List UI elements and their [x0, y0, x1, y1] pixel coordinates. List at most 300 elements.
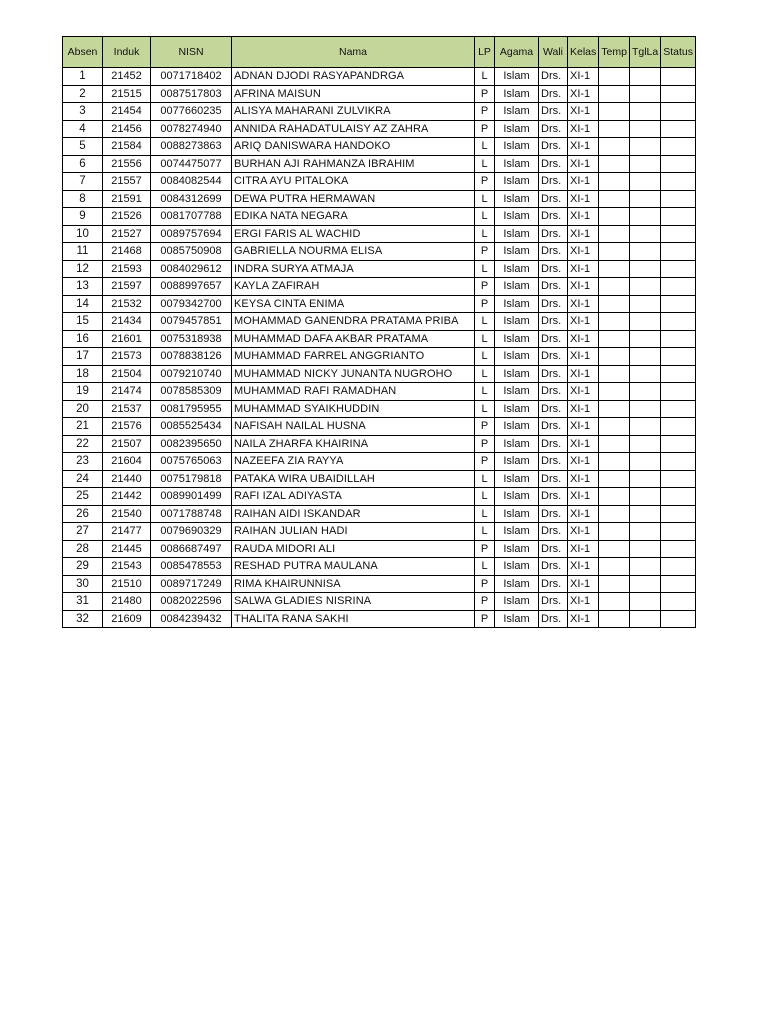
cell-lp[interactable]: P — [475, 173, 495, 191]
cell-temp[interactable] — [599, 383, 630, 401]
cell-status[interactable] — [661, 383, 696, 401]
cell-temp[interactable] — [599, 103, 630, 121]
cell-nisn[interactable]: 0084239432 — [151, 610, 232, 628]
cell-tgl[interactable] — [629, 225, 660, 243]
cell-kelas[interactable]: XI-1 — [568, 260, 599, 278]
cell-kelas[interactable]: XI-1 — [568, 208, 599, 226]
cell-agama[interactable]: Islam — [495, 523, 539, 541]
cell-wali[interactable]: Drs. — [539, 610, 568, 628]
cell-kelas[interactable]: XI-1 — [568, 190, 599, 208]
cell-nama[interactable]: MUHAMMAD NICKY JUNANTA NUGROHO — [232, 365, 475, 383]
cell-lp[interactable]: P — [475, 120, 495, 138]
cell-wali[interactable]: Drs. — [539, 488, 568, 506]
cell-agama[interactable]: Islam — [495, 383, 539, 401]
cell-temp[interactable] — [599, 575, 630, 593]
cell-agama[interactable]: Islam — [495, 295, 539, 313]
cell-status[interactable] — [661, 313, 696, 331]
cell-agama[interactable]: Islam — [495, 85, 539, 103]
cell-temp[interactable] — [599, 505, 630, 523]
cell-agama[interactable]: Islam — [495, 260, 539, 278]
cell-nama[interactable]: MUHAMMAD FARREL ANGGRIANTO — [232, 348, 475, 366]
cell-lp[interactable]: L — [475, 190, 495, 208]
cell-lp[interactable]: L — [475, 505, 495, 523]
cell-status[interactable] — [661, 278, 696, 296]
cell-temp[interactable] — [599, 610, 630, 628]
cell-temp[interactable] — [599, 330, 630, 348]
cell-induk[interactable]: 21601 — [103, 330, 151, 348]
cell-induk[interactable]: 21591 — [103, 190, 151, 208]
cell-induk[interactable]: 21452 — [103, 68, 151, 86]
cell-nama[interactable]: RAIHAN AIDI ISKANDAR — [232, 505, 475, 523]
cell-kelas[interactable]: XI-1 — [568, 523, 599, 541]
cell-induk[interactable]: 21532 — [103, 295, 151, 313]
cell-status[interactable] — [661, 103, 696, 121]
cell-absen[interactable]: 7 — [63, 173, 103, 191]
cell-nisn[interactable]: 0085478553 — [151, 558, 232, 576]
cell-temp[interactable] — [599, 453, 630, 471]
cell-nama[interactable]: RESHAD PUTRA MAULANA — [232, 558, 475, 576]
cell-tgl[interactable] — [629, 540, 660, 558]
cell-tgl[interactable] — [629, 330, 660, 348]
cell-lp[interactable]: L — [475, 383, 495, 401]
cell-lp[interactable]: P — [475, 85, 495, 103]
cell-status[interactable] — [661, 488, 696, 506]
cell-status[interactable] — [661, 610, 696, 628]
cell-nisn[interactable]: 0081707788 — [151, 208, 232, 226]
cell-kelas[interactable]: XI-1 — [568, 610, 599, 628]
cell-absen[interactable]: 21 — [63, 418, 103, 436]
cell-induk[interactable]: 21526 — [103, 208, 151, 226]
cell-temp[interactable] — [599, 243, 630, 261]
cell-nama[interactable]: PATAKA WIRA UBAIDILLAH — [232, 470, 475, 488]
cell-nama[interactable]: ERGI FARIS AL WACHID — [232, 225, 475, 243]
cell-agama[interactable]: Islam — [495, 610, 539, 628]
cell-nama[interactable]: CITRA AYU PITALOKA — [232, 173, 475, 191]
cell-wali[interactable]: Drs. — [539, 330, 568, 348]
cell-tgl[interactable] — [629, 400, 660, 418]
cell-lp[interactable]: P — [475, 243, 495, 261]
cell-nama[interactable]: ALISYA MAHARANI ZULVIKRA — [232, 103, 475, 121]
cell-absen[interactable]: 14 — [63, 295, 103, 313]
cell-induk[interactable]: 21597 — [103, 278, 151, 296]
cell-status[interactable] — [661, 435, 696, 453]
cell-status[interactable] — [661, 558, 696, 576]
cell-induk[interactable]: 21537 — [103, 400, 151, 418]
cell-nisn[interactable]: 0079210740 — [151, 365, 232, 383]
cell-nama[interactable]: ARIQ DANISWARA HANDOKO — [232, 138, 475, 156]
cell-tgl[interactable] — [629, 348, 660, 366]
cell-wali[interactable]: Drs. — [539, 103, 568, 121]
cell-lp[interactable]: L — [475, 225, 495, 243]
cell-wali[interactable]: Drs. — [539, 348, 568, 366]
cell-temp[interactable] — [599, 418, 630, 436]
cell-lp[interactable]: L — [475, 68, 495, 86]
cell-agama[interactable]: Islam — [495, 470, 539, 488]
cell-wali[interactable]: Drs. — [539, 558, 568, 576]
cell-lp[interactable]: L — [475, 155, 495, 173]
cell-nama[interactable]: DEWA PUTRA HERMAWAN — [232, 190, 475, 208]
cell-status[interactable] — [661, 400, 696, 418]
cell-agama[interactable]: Islam — [495, 330, 539, 348]
cell-agama[interactable]: Islam — [495, 575, 539, 593]
cell-wali[interactable]: Drs. — [539, 120, 568, 138]
cell-absen[interactable]: 15 — [63, 313, 103, 331]
cell-nisn[interactable]: 0085525434 — [151, 418, 232, 436]
cell-induk[interactable]: 21507 — [103, 435, 151, 453]
cell-absen[interactable]: 28 — [63, 540, 103, 558]
cell-lp[interactable]: P — [475, 278, 495, 296]
cell-nama[interactable]: MUHAMMAD DAFA AKBAR PRATAMA — [232, 330, 475, 348]
cell-wali[interactable]: Drs. — [539, 505, 568, 523]
cell-temp[interactable] — [599, 190, 630, 208]
cell-absen[interactable]: 17 — [63, 348, 103, 366]
cell-kelas[interactable]: XI-1 — [568, 313, 599, 331]
cell-wali[interactable]: Drs. — [539, 575, 568, 593]
cell-temp[interactable] — [599, 523, 630, 541]
cell-nisn[interactable]: 0078585309 — [151, 383, 232, 401]
cell-absen[interactable]: 23 — [63, 453, 103, 471]
cell-tgl[interactable] — [629, 453, 660, 471]
cell-status[interactable] — [661, 85, 696, 103]
cell-lp[interactable]: P — [475, 610, 495, 628]
cell-nama[interactable]: NAZEEFA ZIA RAYYA — [232, 453, 475, 471]
cell-absen[interactable]: 20 — [63, 400, 103, 418]
cell-nama[interactable]: ANNIDA RAHADATULAISY AZ ZAHRA — [232, 120, 475, 138]
cell-absen[interactable]: 11 — [63, 243, 103, 261]
cell-agama[interactable]: Islam — [495, 418, 539, 436]
cell-absen[interactable]: 10 — [63, 225, 103, 243]
cell-temp[interactable] — [599, 68, 630, 86]
cell-status[interactable] — [661, 330, 696, 348]
cell-tgl[interactable] — [629, 383, 660, 401]
cell-kelas[interactable]: XI-1 — [568, 453, 599, 471]
cell-agama[interactable]: Islam — [495, 138, 539, 156]
cell-absen[interactable]: 24 — [63, 470, 103, 488]
cell-lp[interactable]: L — [475, 523, 495, 541]
cell-temp[interactable] — [599, 558, 630, 576]
cell-tgl[interactable] — [629, 558, 660, 576]
cell-kelas[interactable]: XI-1 — [568, 243, 599, 261]
cell-kelas[interactable]: XI-1 — [568, 383, 599, 401]
cell-nisn[interactable]: 0074475077 — [151, 155, 232, 173]
cell-kelas[interactable]: XI-1 — [568, 138, 599, 156]
cell-temp[interactable] — [599, 260, 630, 278]
cell-wali[interactable]: Drs. — [539, 470, 568, 488]
cell-nama[interactable]: BURHAN AJI RAHMANZA IBRAHIM — [232, 155, 475, 173]
cell-tgl[interactable] — [629, 418, 660, 436]
cell-nisn[interactable]: 0079342700 — [151, 295, 232, 313]
cell-wali[interactable]: Drs. — [539, 85, 568, 103]
cell-wali[interactable]: Drs. — [539, 68, 568, 86]
cell-agama[interactable]: Islam — [495, 173, 539, 191]
cell-wali[interactable]: Drs. — [539, 278, 568, 296]
cell-temp[interactable] — [599, 365, 630, 383]
cell-nama[interactable]: EDIKA NATA NEGARA — [232, 208, 475, 226]
cell-tgl[interactable] — [629, 365, 660, 383]
cell-nama[interactable]: GABRIELLA NOURMA ELISA — [232, 243, 475, 261]
cell-absen[interactable]: 30 — [63, 575, 103, 593]
cell-status[interactable] — [661, 540, 696, 558]
cell-nisn[interactable]: 0089717249 — [151, 575, 232, 593]
cell-wali[interactable]: Drs. — [539, 155, 568, 173]
cell-nama[interactable]: KEYSA CINTA ENIMA — [232, 295, 475, 313]
cell-nama[interactable]: MUHAMMAD SYAIKHUDDIN — [232, 400, 475, 418]
cell-agama[interactable]: Islam — [495, 488, 539, 506]
cell-nisn[interactable]: 0075765063 — [151, 453, 232, 471]
cell-lp[interactable]: P — [475, 103, 495, 121]
cell-agama[interactable]: Islam — [495, 225, 539, 243]
cell-nisn[interactable]: 0077660235 — [151, 103, 232, 121]
cell-lp[interactable]: L — [475, 470, 495, 488]
cell-agama[interactable]: Islam — [495, 505, 539, 523]
cell-nisn[interactable]: 0071718402 — [151, 68, 232, 86]
cell-temp[interactable] — [599, 85, 630, 103]
cell-absen[interactable]: 4 — [63, 120, 103, 138]
cell-induk[interactable]: 21576 — [103, 418, 151, 436]
cell-kelas[interactable]: XI-1 — [568, 470, 599, 488]
cell-status[interactable] — [661, 418, 696, 436]
cell-nisn[interactable]: 0085750908 — [151, 243, 232, 261]
cell-agama[interactable]: Islam — [495, 365, 539, 383]
cell-nama[interactable]: RAIHAN JULIAN HADI — [232, 523, 475, 541]
cell-induk[interactable]: 21440 — [103, 470, 151, 488]
cell-wali[interactable]: Drs. — [539, 435, 568, 453]
cell-induk[interactable]: 21454 — [103, 103, 151, 121]
cell-tgl[interactable] — [629, 260, 660, 278]
cell-status[interactable] — [661, 295, 696, 313]
cell-agama[interactable]: Islam — [495, 243, 539, 261]
cell-tgl[interactable] — [629, 523, 660, 541]
cell-status[interactable] — [661, 173, 696, 191]
cell-wali[interactable]: Drs. — [539, 260, 568, 278]
cell-wali[interactable]: Drs. — [539, 418, 568, 436]
cell-nisn[interactable]: 0086687497 — [151, 540, 232, 558]
cell-status[interactable] — [661, 593, 696, 611]
cell-tgl[interactable] — [629, 278, 660, 296]
cell-kelas[interactable]: XI-1 — [568, 85, 599, 103]
cell-lp[interactable]: L — [475, 365, 495, 383]
cell-temp[interactable] — [599, 313, 630, 331]
cell-status[interactable] — [661, 260, 696, 278]
cell-induk[interactable]: 21445 — [103, 540, 151, 558]
cell-tgl[interactable] — [629, 103, 660, 121]
cell-wali[interactable]: Drs. — [539, 383, 568, 401]
cell-lp[interactable]: P — [475, 453, 495, 471]
cell-wali[interactable]: Drs. — [539, 400, 568, 418]
cell-temp[interactable] — [599, 173, 630, 191]
cell-nama[interactable]: RAUDA MIDORI ALI — [232, 540, 475, 558]
cell-kelas[interactable]: XI-1 — [568, 225, 599, 243]
cell-tgl[interactable] — [629, 575, 660, 593]
cell-agama[interactable]: Islam — [495, 540, 539, 558]
cell-tgl[interactable] — [629, 435, 660, 453]
cell-induk[interactable]: 21456 — [103, 120, 151, 138]
cell-nisn[interactable]: 0084312699 — [151, 190, 232, 208]
cell-absen[interactable]: 29 — [63, 558, 103, 576]
cell-status[interactable] — [661, 138, 696, 156]
cell-status[interactable] — [661, 470, 696, 488]
cell-absen[interactable]: 27 — [63, 523, 103, 541]
cell-absen[interactable]: 8 — [63, 190, 103, 208]
cell-kelas[interactable]: XI-1 — [568, 418, 599, 436]
cell-status[interactable] — [661, 225, 696, 243]
cell-wali[interactable]: Drs. — [539, 243, 568, 261]
cell-nisn[interactable]: 0088997657 — [151, 278, 232, 296]
cell-tgl[interactable] — [629, 313, 660, 331]
cell-induk[interactable]: 21584 — [103, 138, 151, 156]
cell-agama[interactable]: Islam — [495, 348, 539, 366]
cell-temp[interactable] — [599, 295, 630, 313]
cell-lp[interactable]: L — [475, 348, 495, 366]
cell-induk[interactable]: 21515 — [103, 85, 151, 103]
cell-wali[interactable]: Drs. — [539, 208, 568, 226]
cell-induk[interactable]: 21527 — [103, 225, 151, 243]
cell-agama[interactable]: Islam — [495, 190, 539, 208]
cell-kelas[interactable]: XI-1 — [568, 435, 599, 453]
cell-status[interactable] — [661, 365, 696, 383]
cell-nama[interactable]: ADNAN DJODI RASYAPANDRGA — [232, 68, 475, 86]
cell-induk[interactable]: 21609 — [103, 610, 151, 628]
cell-nisn[interactable]: 0084029612 — [151, 260, 232, 278]
cell-kelas[interactable]: XI-1 — [568, 365, 599, 383]
cell-status[interactable] — [661, 453, 696, 471]
cell-wali[interactable]: Drs. — [539, 593, 568, 611]
cell-kelas[interactable]: XI-1 — [568, 488, 599, 506]
cell-status[interactable] — [661, 208, 696, 226]
cell-lp[interactable]: P — [475, 575, 495, 593]
cell-kelas[interactable]: XI-1 — [568, 540, 599, 558]
cell-kelas[interactable]: XI-1 — [568, 330, 599, 348]
cell-kelas[interactable]: XI-1 — [568, 155, 599, 173]
cell-lp[interactable]: P — [475, 593, 495, 611]
cell-wali[interactable]: Drs. — [539, 365, 568, 383]
cell-kelas[interactable]: XI-1 — [568, 575, 599, 593]
cell-absen[interactable]: 12 — [63, 260, 103, 278]
cell-wali[interactable]: Drs. — [539, 173, 568, 191]
cell-kelas[interactable]: XI-1 — [568, 348, 599, 366]
cell-nisn[interactable]: 0089757694 — [151, 225, 232, 243]
cell-nama[interactable]: RIMA KHAIRUNNISA — [232, 575, 475, 593]
cell-nisn[interactable]: 0082022596 — [151, 593, 232, 611]
cell-absen[interactable]: 13 — [63, 278, 103, 296]
cell-temp[interactable] — [599, 225, 630, 243]
cell-wali[interactable]: Drs. — [539, 225, 568, 243]
cell-agama[interactable]: Islam — [495, 435, 539, 453]
cell-nisn[interactable]: 0078838126 — [151, 348, 232, 366]
cell-kelas[interactable]: XI-1 — [568, 593, 599, 611]
cell-tgl[interactable] — [629, 610, 660, 628]
cell-temp[interactable] — [599, 278, 630, 296]
cell-induk[interactable]: 21442 — [103, 488, 151, 506]
cell-lp[interactable]: L — [475, 400, 495, 418]
cell-temp[interactable] — [599, 470, 630, 488]
cell-wali[interactable]: Drs. — [539, 138, 568, 156]
cell-temp[interactable] — [599, 348, 630, 366]
cell-tgl[interactable] — [629, 85, 660, 103]
cell-induk[interactable]: 21604 — [103, 453, 151, 471]
cell-absen[interactable]: 3 — [63, 103, 103, 121]
cell-nama[interactable]: THALITA RANA SAKHI — [232, 610, 475, 628]
cell-nama[interactable]: NAILA ZHARFA KHAIRINA — [232, 435, 475, 453]
cell-status[interactable] — [661, 523, 696, 541]
cell-wali[interactable]: Drs. — [539, 453, 568, 471]
cell-nisn[interactable]: 0078274940 — [151, 120, 232, 138]
cell-nama[interactable]: SALWA GLADIES NISRINA — [232, 593, 475, 611]
cell-absen[interactable]: 25 — [63, 488, 103, 506]
cell-tgl[interactable] — [629, 208, 660, 226]
cell-nama[interactable]: NAFISAH NAILAL HUSNA — [232, 418, 475, 436]
cell-temp[interactable] — [599, 435, 630, 453]
cell-kelas[interactable]: XI-1 — [568, 103, 599, 121]
cell-status[interactable] — [661, 120, 696, 138]
cell-absen[interactable]: 2 — [63, 85, 103, 103]
cell-nisn[interactable]: 0089901499 — [151, 488, 232, 506]
cell-nisn[interactable]: 0088273863 — [151, 138, 232, 156]
cell-kelas[interactable]: XI-1 — [568, 400, 599, 418]
cell-induk[interactable]: 21540 — [103, 505, 151, 523]
cell-lp[interactable]: P — [475, 435, 495, 453]
cell-agama[interactable]: Islam — [495, 593, 539, 611]
cell-nisn[interactable]: 0087517803 — [151, 85, 232, 103]
cell-temp[interactable] — [599, 155, 630, 173]
cell-agama[interactable]: Islam — [495, 278, 539, 296]
cell-absen[interactable]: 31 — [63, 593, 103, 611]
cell-tgl[interactable] — [629, 190, 660, 208]
cell-temp[interactable] — [599, 138, 630, 156]
cell-tgl[interactable] — [629, 155, 660, 173]
cell-nisn[interactable]: 0079457851 — [151, 313, 232, 331]
cell-lp[interactable]: P — [475, 418, 495, 436]
cell-tgl[interactable] — [629, 295, 660, 313]
cell-absen[interactable]: 6 — [63, 155, 103, 173]
cell-absen[interactable]: 19 — [63, 383, 103, 401]
cell-lp[interactable]: L — [475, 260, 495, 278]
cell-nisn[interactable]: 0081795955 — [151, 400, 232, 418]
cell-temp[interactable] — [599, 120, 630, 138]
cell-agama[interactable]: Islam — [495, 208, 539, 226]
cell-induk[interactable]: 21556 — [103, 155, 151, 173]
cell-tgl[interactable] — [629, 68, 660, 86]
cell-wali[interactable]: Drs. — [539, 190, 568, 208]
cell-nama[interactable]: AFRINA MAISUN — [232, 85, 475, 103]
cell-induk[interactable]: 21573 — [103, 348, 151, 366]
cell-tgl[interactable] — [629, 505, 660, 523]
cell-agama[interactable]: Islam — [495, 120, 539, 138]
cell-nama[interactable]: INDRA SURYA ATMAJA — [232, 260, 475, 278]
cell-lp[interactable]: L — [475, 558, 495, 576]
cell-nama[interactable]: KAYLA ZAFIRAH — [232, 278, 475, 296]
cell-nisn[interactable]: 0075318938 — [151, 330, 232, 348]
cell-agama[interactable]: Islam — [495, 103, 539, 121]
cell-tgl[interactable] — [629, 488, 660, 506]
cell-absen[interactable]: 16 — [63, 330, 103, 348]
cell-agama[interactable]: Islam — [495, 453, 539, 471]
cell-status[interactable] — [661, 348, 696, 366]
cell-lp[interactable]: L — [475, 138, 495, 156]
cell-tgl[interactable] — [629, 138, 660, 156]
cell-lp[interactable]: L — [475, 488, 495, 506]
cell-kelas[interactable]: XI-1 — [568, 173, 599, 191]
cell-nisn[interactable]: 0071788748 — [151, 505, 232, 523]
cell-tgl[interactable] — [629, 593, 660, 611]
cell-wali[interactable]: Drs. — [539, 313, 568, 331]
cell-agama[interactable]: Islam — [495, 400, 539, 418]
cell-tgl[interactable] — [629, 470, 660, 488]
cell-nisn[interactable]: 0084082544 — [151, 173, 232, 191]
cell-kelas[interactable]: XI-1 — [568, 278, 599, 296]
cell-kelas[interactable]: XI-1 — [568, 295, 599, 313]
cell-agama[interactable]: Islam — [495, 68, 539, 86]
